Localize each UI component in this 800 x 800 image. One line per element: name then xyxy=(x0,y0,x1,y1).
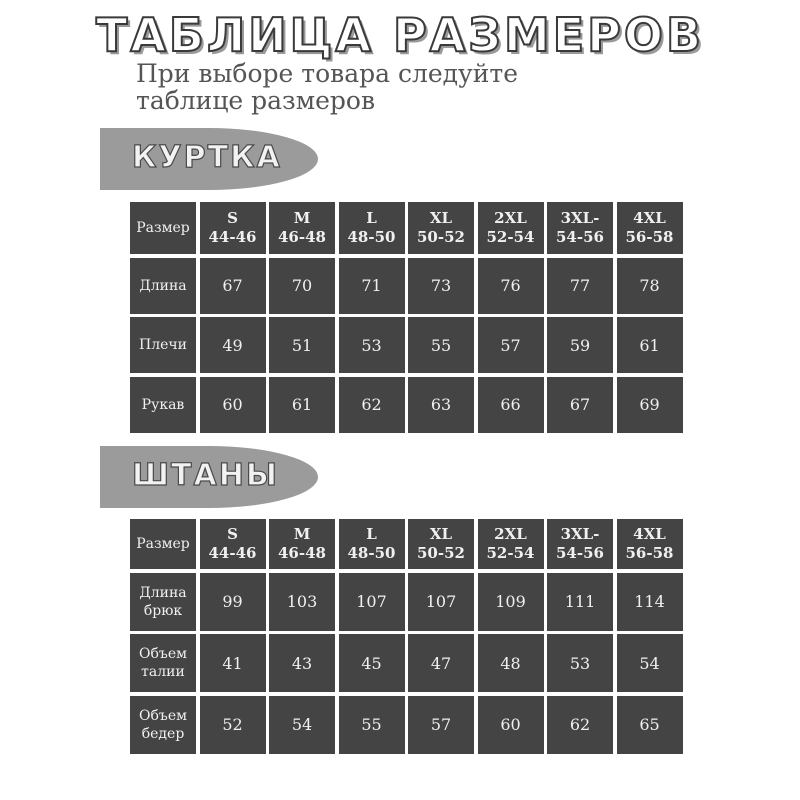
table-cell: 66 xyxy=(478,377,544,433)
table-cell: 60 xyxy=(478,696,544,754)
size-header: S 44-46 xyxy=(200,202,266,254)
table-cell: 76 xyxy=(478,258,544,314)
table-cell: 59 xyxy=(547,317,613,373)
row-label: Рукав xyxy=(130,377,196,433)
table-cell: 51 xyxy=(269,317,335,373)
size-header: M 46-48 xyxy=(269,519,335,569)
section-title-pants: ШТАНЫ xyxy=(132,458,279,493)
size-header: L 48-50 xyxy=(339,202,405,254)
size-table-pants xyxy=(130,519,674,754)
table-cell: 61 xyxy=(617,317,683,373)
row-label: Объем бедер xyxy=(130,696,196,754)
size-header: 3XL- 54-56 xyxy=(547,202,613,254)
table-cell: 57 xyxy=(478,317,544,373)
table-cell: 53 xyxy=(339,317,405,373)
row-label: Плечи xyxy=(130,317,196,373)
table-cell: 67 xyxy=(200,258,266,314)
row-label: Длина xyxy=(130,258,196,314)
table-cell: 63 xyxy=(408,377,474,433)
table-cell: 60 xyxy=(200,377,266,433)
table-cell: 48 xyxy=(478,634,544,692)
table-cell: 107 xyxy=(339,573,405,631)
table-cell: 47 xyxy=(408,634,474,692)
table-cell: 71 xyxy=(339,258,405,314)
table-cell: 55 xyxy=(339,696,405,754)
table-cell: 52 xyxy=(200,696,266,754)
row-label: Длина брюк xyxy=(130,573,196,631)
table-cell: 62 xyxy=(339,377,405,433)
table-cell: 65 xyxy=(617,696,683,754)
table-cell: 61 xyxy=(269,377,335,433)
subtitle-line-2: таблице размеров xyxy=(136,86,376,115)
table-cell: 55 xyxy=(408,317,474,373)
page-title: ТАБЛИЦА РАЗМЕРОВ xyxy=(95,8,705,62)
table-cell: 43 xyxy=(269,634,335,692)
section-title-jacket: КУРТКА xyxy=(132,140,282,175)
size-header: XL 50-52 xyxy=(408,519,474,569)
table-cell: 41 xyxy=(200,634,266,692)
size-header: 4XL 56-58 xyxy=(617,519,683,569)
size-header: S 44-46 xyxy=(200,519,266,569)
row-label: Объем талии xyxy=(130,634,196,692)
size-header: L 48-50 xyxy=(339,519,405,569)
table-corner-label: Размер xyxy=(130,202,196,254)
size-header: 2XL 52-54 xyxy=(478,519,544,569)
table-cell: 111 xyxy=(547,573,613,631)
table-cell: 49 xyxy=(200,317,266,373)
table-cell: 54 xyxy=(617,634,683,692)
table-corner-label: Размер xyxy=(130,519,196,569)
table-cell: 73 xyxy=(408,258,474,314)
table-cell: 103 xyxy=(269,573,335,631)
table-cell: 62 xyxy=(547,696,613,754)
table-cell: 67 xyxy=(547,377,613,433)
size-header: 4XL 56-58 xyxy=(617,202,683,254)
table-cell: 99 xyxy=(200,573,266,631)
size-header: 2XL 52-54 xyxy=(478,202,544,254)
table-cell: 70 xyxy=(269,258,335,314)
table-cell: 69 xyxy=(617,377,683,433)
subtitle-line-1: При выборе товара следуйте xyxy=(136,59,519,88)
subtitle xyxy=(136,60,656,114)
size-header: XL 50-52 xyxy=(408,202,474,254)
section-banner-jacket xyxy=(100,128,318,190)
table-cell: 54 xyxy=(269,696,335,754)
table-cell: 107 xyxy=(408,573,474,631)
table-cell: 114 xyxy=(617,573,683,631)
section-banner-pants xyxy=(100,446,318,508)
table-cell: 77 xyxy=(547,258,613,314)
table-cell: 78 xyxy=(617,258,683,314)
size-table-jacket xyxy=(130,202,674,433)
table-cell: 45 xyxy=(339,634,405,692)
table-cell: 53 xyxy=(547,634,613,692)
table-cell: 109 xyxy=(478,573,544,631)
size-header: 3XL- 54-56 xyxy=(547,519,613,569)
size-header: M 46-48 xyxy=(269,202,335,254)
table-cell: 57 xyxy=(408,696,474,754)
